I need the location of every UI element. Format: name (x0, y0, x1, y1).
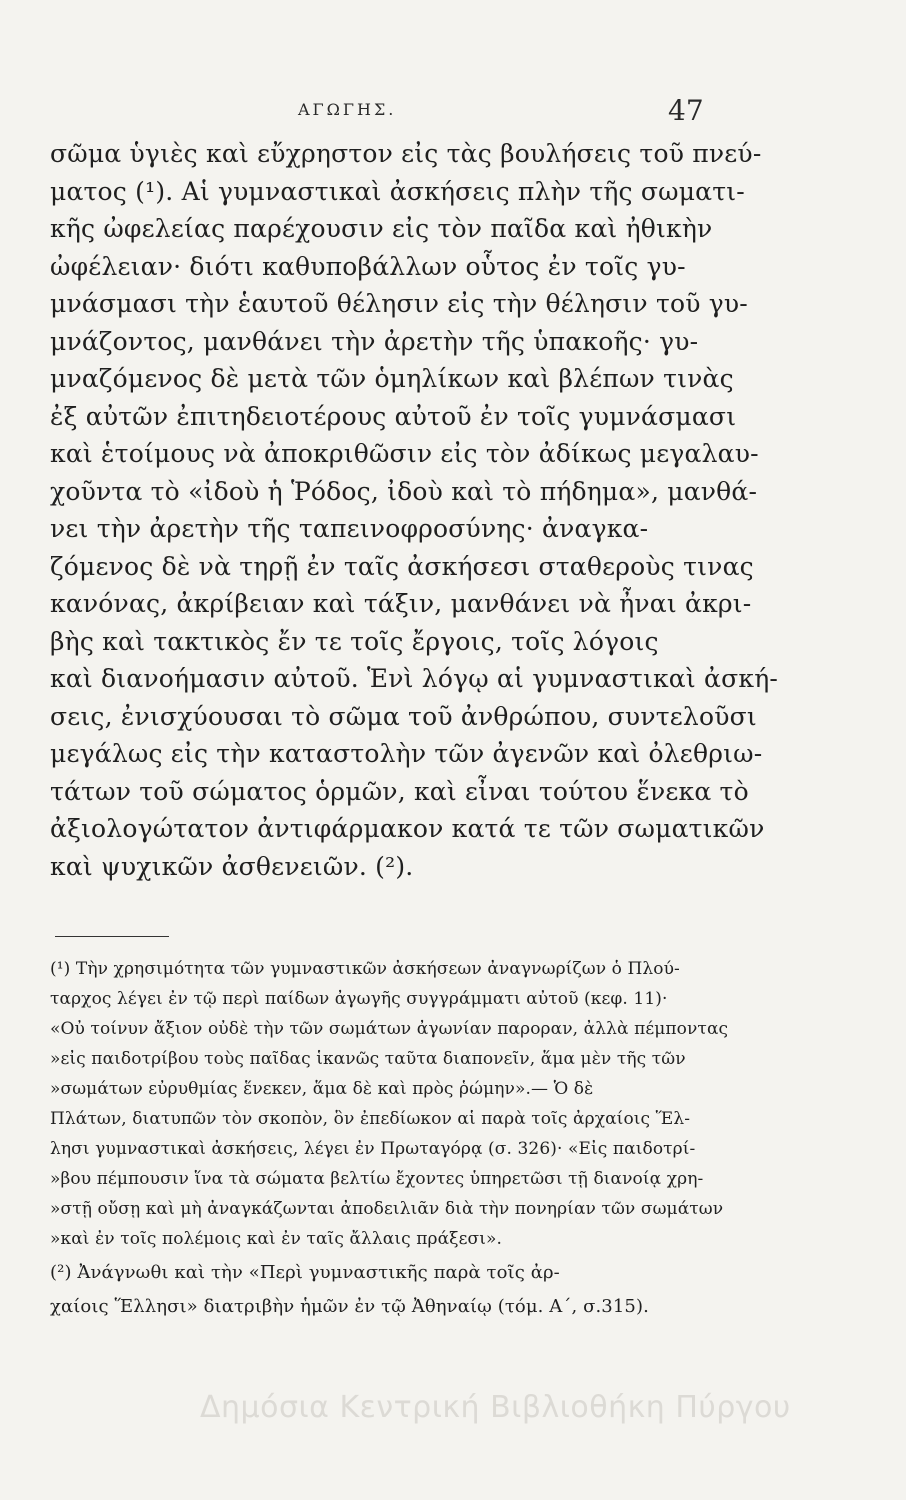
text-line: κῆς ὠφελείας παρέχουσιν εἰς τὸν παῖδα καὶ ἠθικὴν (50, 214, 713, 243)
footnote-line: »εἰς παιδοτρίβου τοὺς παῖδας ἱκανῶς ταῦτα διαπονεῖν, ἅμα μὲν τῆς τῶν (50, 1049, 686, 1069)
footnote-line: «Οὐ τοίνυν ἄξιον οὐδὲ τὴν τῶν σωμάτων ἀγωνίαν παροραν, ἀλλὰ πέμποντας (50, 1019, 729, 1039)
text-line: τάτων τοῦ σώματος ὁρμῶν, καὶ εἶναι τούτου ἕνεκα τὸ (50, 776, 749, 806)
footnote-line: »βου πέμπουσιν ἵνα τὰ σώματα βελτίω ἔχοντες ὑπηρετῶσι τῇ διανοίᾳ χρη- (50, 1169, 704, 1189)
text-line: καὶ διανοήμασιν αὐτοῦ. Ἑνὶ λόγῳ αἱ γυμναστικαὶ ἀσκή- (50, 664, 779, 693)
text-line: ματος (¹). Αἱ γυμναστικαὶ ἀσκήσεις πλὴν τῆς σωματι- (50, 176, 745, 206)
footnote-line: (²) Ἀνάγνωθι καὶ τὴν «Περὶ γυμναστικῆς παρὰ τοῖς ἀρ- (50, 1262, 560, 1283)
footnote-separator (55, 936, 169, 937)
text-line: ζόμενος δὲ νὰ τηρῇ ἐν ταῖς ἀσκήσεσι σταθεροὺς τινας (50, 551, 754, 581)
text-line: ὠφέλειαν· διότι καθυποβάλλων οὗτος ἐν τοῖς γυ- (50, 251, 686, 281)
text-line: καὶ ἑτοίμους νὰ ἀποκριθῶσιν εἰς τὸν ἀδίκως μεγαλαυ- (50, 439, 759, 468)
text-line: κανόνας, ἀκρίβειαν καὶ τάξιν, μανθάνει νὰ ἦναι ἀκρι- (50, 589, 752, 618)
footnote-line: Πλάτων, διατυπῶν τὸν σκοπὸν, ὃν ἐπεδίωκον αἱ παρὰ τοῖς ἀρχαίοις Ἕλ- (50, 1109, 691, 1129)
page-number: 47 (668, 94, 704, 127)
text-line: μναζόμενος δὲ μετὰ τῶν ὁμηλίκων καὶ βλέπων τινὰς (50, 364, 734, 393)
text-line: καὶ ψυχικῶν ἀσθενειῶν. (²). (50, 851, 414, 881)
text-line: μνάσμασι τὴν ἑαυτοῦ θέλησιν εἰς τὴν θέλησιν τοῦ γυ- (50, 289, 748, 318)
library-watermark: Δημόσια Κεντρική Βιβλιοθήκη Πύργου (200, 1390, 791, 1425)
footnote-line: »καὶ ἐν τοῖς πολέμοις καὶ ἐν ταῖς ἄλλαις πράξεσι». (50, 1229, 503, 1249)
footnote-line: ταρχος λέγει ἐν τῷ περὶ παίδων ἀγωγῆς συγγράμματι αὐτοῦ (κεφ. 11)· (50, 989, 668, 1009)
footnote-line: »σωμάτων εὐρυθμίας ἕνεκεν, ἅμα δὲ καὶ πρὸς ῥώμην».— Ὁ δὲ (50, 1079, 594, 1099)
running-head: ΑΓΩΓΗΣ. (298, 100, 397, 119)
page-header (0, 94, 906, 130)
text-line: μεγάλως εἰς τὴν καταστολὴν τῶν ἀγενῶν καὶ ὀλεθριω- (50, 739, 763, 768)
text-line: σεις, ἐνισχύουσαι τὸ σῶμα τοῦ ἀνθρώπου, συντελοῦσι (50, 701, 757, 731)
footnote-line: (¹) Τὴν χρησιμότητα τῶν γυμναστικῶν ἀσκήσεων ἀναγνωρίζων ὁ Πλού- (50, 959, 680, 979)
text-line: χοῦντα τὸ «ἰδοὺ ἡ Ῥόδος, ἰδοὺ καὶ τὸ πήδημα», μανθά- (50, 476, 758, 506)
footnote-line: χαίοις Ἕλλησι» διατριβὴν ἡμῶν ἐν τῷ Ἀθηναίῳ (τόμ. Α΄, σ.315). (50, 1296, 649, 1317)
footnote-line: »στῇ οὔσῃ καὶ μὴ ἀναγκάζωνται ἀποδειλιᾶν διὰ τὴν πονηρίαν τῶν σωμάτων (50, 1199, 724, 1219)
text-line: ἐξ αὐτῶν ἐπιτηδειοτέρους αὐτοῦ ἐν τοῖς γυμνάσμασι (50, 401, 737, 431)
text-line: βὴς καὶ τακτικὸς ἔν τε τοῖς ἔργοις, τοῖς λόγοις (50, 626, 659, 656)
footnote-line: λησι γυμναστικαὶ ἀσκήσεις, λέγει ἐν Πρωταγόρᾳ (σ. 326)· «Εἰς παιδοτρί- (50, 1139, 696, 1159)
text-line: σῶμα ὑγιὲς καὶ εὔχρηστον εἰς τὰς βουλήσεις τοῦ πνεύ- (50, 139, 762, 168)
text-line: μνάζοντος, μανθάνει τὴν ἀρετὴν τῆς ὑπακοῆς· γυ- (50, 326, 699, 356)
footnotes (50, 954, 730, 1322)
text-line: ἀξιολογώτατον ἀντιφάρμακον κατά τε τῶν σωματικῶν (50, 814, 765, 843)
text-line: νει τὴν ἀρετὴν τῆς ταπεινοφροσύνης· ἀναγκα- (50, 514, 649, 543)
body-text (50, 135, 779, 885)
